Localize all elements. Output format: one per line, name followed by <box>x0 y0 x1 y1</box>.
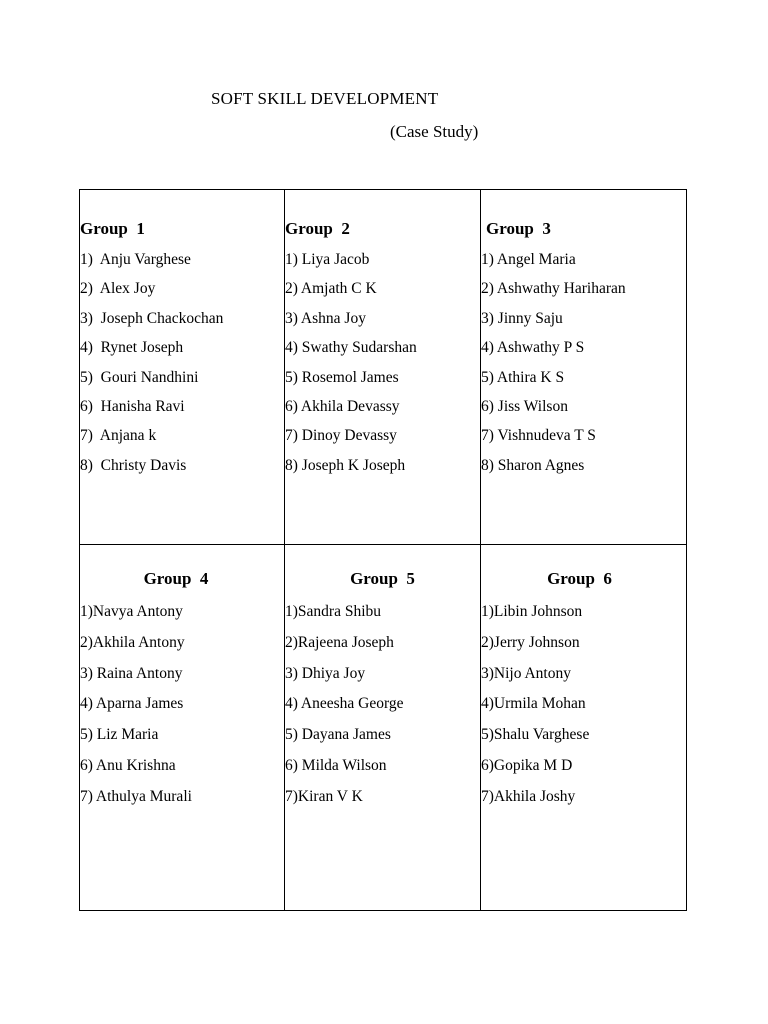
group-member: 1)Navya Antony <box>80 603 183 620</box>
group-member: 3) Jinny Saju <box>481 309 563 327</box>
group-member: 4) Ashwathy P S <box>481 339 585 357</box>
group-member: 3)Nijo Antony <box>481 664 571 682</box>
document-title: SOFT SKILL DEVELOPMENT <box>211 89 439 108</box>
group-5-cell <box>285 545 481 911</box>
group-member: 8) Joseph K Joseph <box>285 456 406 474</box>
group-member: 5) Athira K S <box>481 368 565 386</box>
groups-table <box>79 189 687 911</box>
group-member: 4) Rynet Joseph <box>80 339 184 357</box>
group-member: 7) Dinoy Devassy <box>285 427 397 445</box>
group-member: 5)Shalu Varghese <box>481 726 590 744</box>
group-3-cell <box>481 190 687 545</box>
group-member: 7) Anjana k <box>80 427 157 445</box>
group-member: 4)Urmila Mohan <box>481 695 586 713</box>
group-member: 2) Ashwathy Hariharan <box>481 280 626 298</box>
group-3-heading: Group 3 <box>486 219 551 238</box>
group-member: 3) Ashna Joy <box>285 309 366 327</box>
groups-row-2 <box>80 545 687 911</box>
group-6-members <box>481 597 686 813</box>
group-member: 2)Rajeena Joseph <box>285 633 394 651</box>
group-member: 2)Jerry Johnson <box>481 633 580 651</box>
group-member: 2) Alex Joy <box>80 280 156 298</box>
group-member: 1) Angel Maria <box>481 251 576 268</box>
group-member: 1) Anju Varghese <box>80 251 191 268</box>
group-3-members <box>481 245 686 480</box>
group-1-cell <box>80 190 285 545</box>
group-2-heading: Group 2 <box>285 219 350 238</box>
group-member: 4) Swathy Sudarshan <box>285 339 417 357</box>
group-2-members <box>285 245 480 480</box>
group-5-heading: Group 5 <box>350 569 415 588</box>
group-member: 5) Rosemol James <box>285 368 399 386</box>
group-member: 5) Liz Maria <box>80 726 159 744</box>
group-member: 6) Hanisha Ravi <box>80 397 185 415</box>
group-member: 7) Athulya Murali <box>80 787 192 805</box>
group-2-cell <box>285 190 481 545</box>
group-member: 6) Akhila Devassy <box>285 397 400 415</box>
group-member: 3) Joseph Chackochan <box>80 309 224 327</box>
group-5-members <box>285 597 480 813</box>
group-member: 1)Sandra Shibu <box>285 603 382 620</box>
group-member: 1) Liya Jacob <box>285 251 370 268</box>
group-member: 2)Akhila Antony <box>80 633 185 651</box>
group-6-cell <box>481 545 687 911</box>
group-4-cell <box>80 545 285 911</box>
group-member: 6) Milda Wilson <box>285 756 387 774</box>
group-member: 3) Dhiya Joy <box>285 664 366 682</box>
group-member: 6) Jiss Wilson <box>481 397 568 415</box>
group-member: 2) Amjath C K <box>285 280 377 298</box>
document-subtitle: (Case Study) <box>390 122 479 141</box>
group-1-heading: Group 1 <box>80 219 145 238</box>
group-member: 4) Aneesha George <box>285 695 404 713</box>
group-member: 1)Libin Johnson <box>481 603 583 620</box>
group-member: 4) Aparna James <box>80 695 184 713</box>
groups-row-1 <box>80 190 687 545</box>
group-4-members <box>80 597 284 813</box>
group-4-heading: Group 4 <box>143 569 209 588</box>
group-6-heading: Group 6 <box>547 569 612 588</box>
group-member: 8) Sharon Agnes <box>481 456 585 474</box>
group-member: 8) Christy Davis <box>80 456 187 474</box>
group-member: 5) Dayana James <box>285 726 391 744</box>
group-member: 3) Raina Antony <box>80 664 183 682</box>
group-member: 7)Akhila Joshy <box>481 787 576 805</box>
group-member: 7)Kiran V K <box>285 787 363 805</box>
group-member: 5) Gouri Nandhini <box>80 368 199 386</box>
group-1-members <box>80 245 284 480</box>
group-member: 7) Vishnudeva T S <box>481 427 596 445</box>
group-member: 6)Gopika M D <box>481 756 573 774</box>
group-member: 6) Anu Krishna <box>80 756 176 774</box>
